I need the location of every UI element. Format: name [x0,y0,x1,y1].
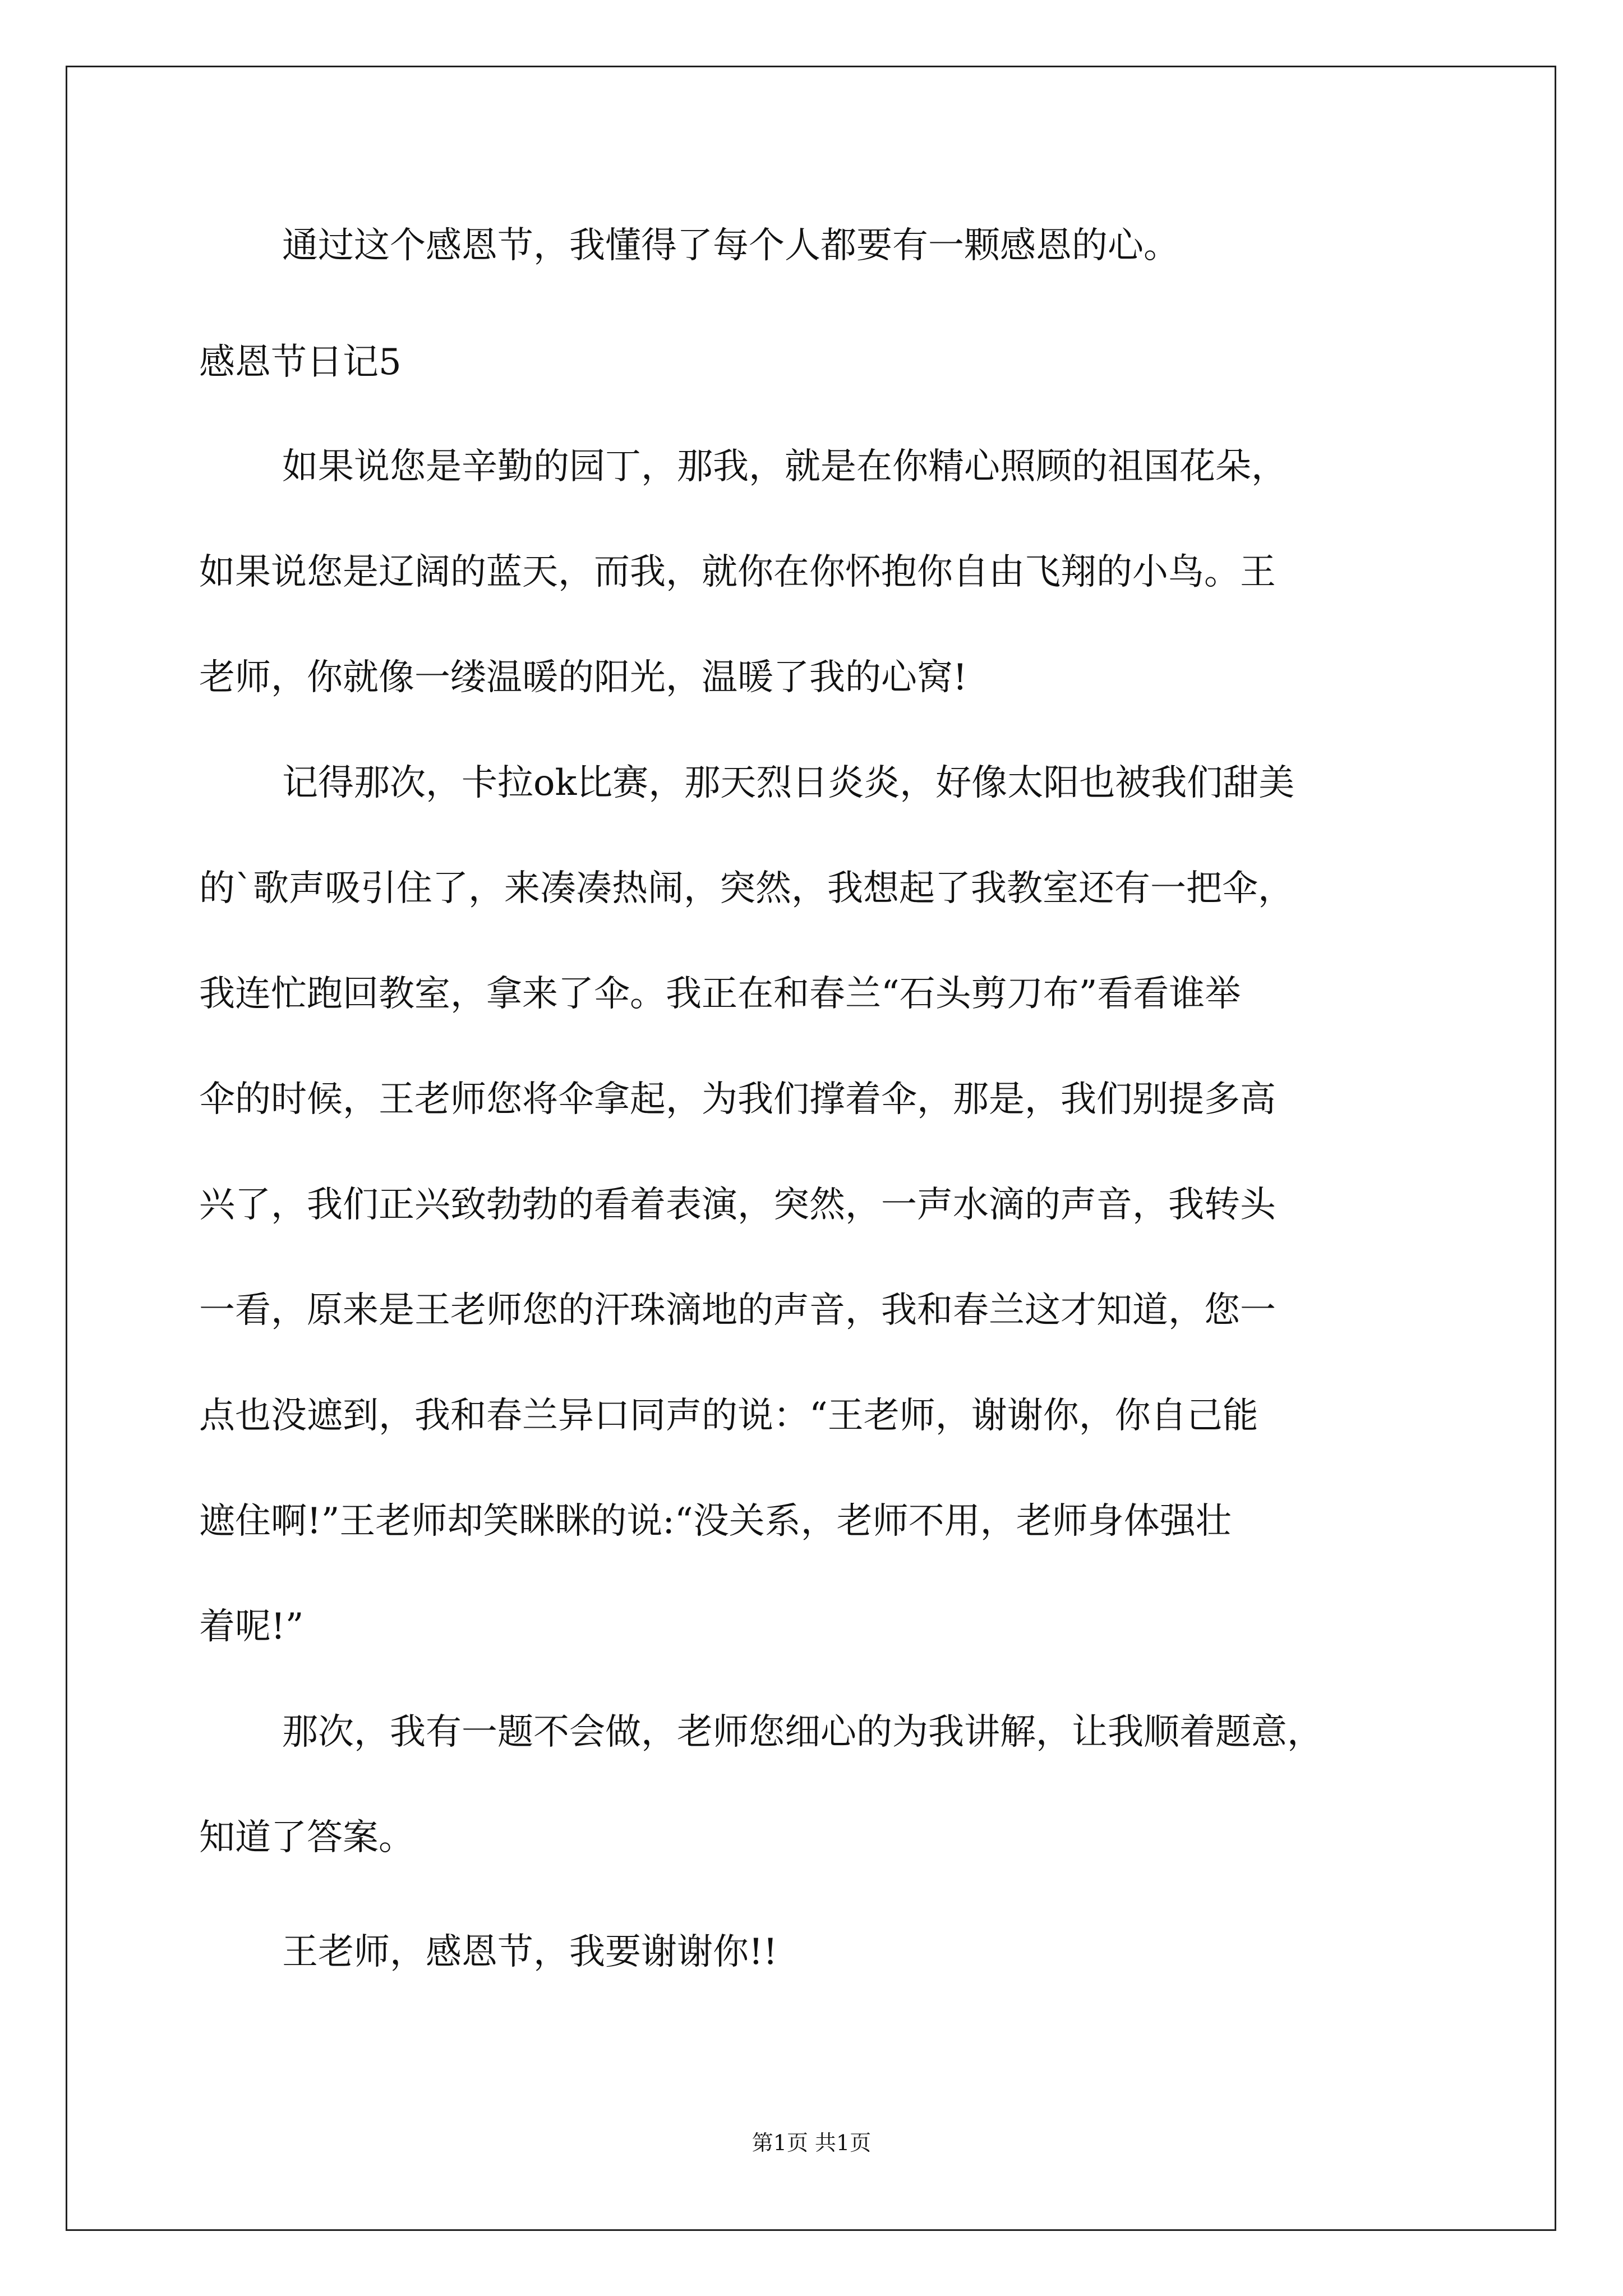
paragraph-line: 伞的时候，王老师您将伞拿起，为我们撑着伞，那是，我们别提多高 [199,1079,1276,1120]
section-title: 感恩节日记5 [199,342,402,383]
paragraph-line: 老师，你就像一缕温暖的阳光，温暖了我的心窝! [199,657,967,698]
paragraph-line: 的`歌声吸引住了，来凑凑热闹，突然，我想起了我教室还有一把伞， [199,868,1294,909]
paragraph-line: 那次，我有一题不会做，老师您细心的为我讲解，让我顺着题意， [282,1711,1323,1753]
paragraph-line: 遮住啊!”王老师却笑眯眯的说:“没关系，老师不用，老师身体强壮 [199,1501,1232,1542]
paragraph-line: 我连忙跑回教室，拿来了伞。我正在和春兰“石头剪刀布”看看谁举 [199,973,1241,1015]
paragraph-line: 着呢!” [199,1606,304,1648]
paragraph-line: 通过这个感恩节，我懂得了每个人都要有一颗感恩的心。 [282,225,1179,266]
paragraph-line: 如果说您是辽阔的蓝天，而我，就你在你怀抱你自由飞翔的小鸟。王 [199,551,1276,593]
paragraph-line: 兴了，我们正兴致勃勃的看着表演，突然，一声水滴的声音，我转头 [199,1184,1276,1226]
paragraph-line: 点也没遮到，我和春兰异口同声的说：“王老师，谢谢你，你自己能 [199,1395,1258,1437]
paragraph-line: 王老师，感恩节，我要谢谢你!! [282,1931,778,1973]
paragraph-line: 如果说您是辛勤的园丁，那我，就是在你精心照顾的祖国花朵， [282,446,1287,487]
page-footer: 第1页 共1页 [751,2131,872,2155]
paragraph-line: 知道了答案。 [199,1817,414,1858]
paragraph-line: 记得那次，卡拉ok比赛，那天烈日炎炎，好像太阳也被我们甜美 [282,762,1295,804]
page-border [66,66,1556,2231]
paragraph-line: 一看，原来是王老师您的汗珠滴地的声音，我和春兰这才知道，您一 [199,1290,1276,1331]
